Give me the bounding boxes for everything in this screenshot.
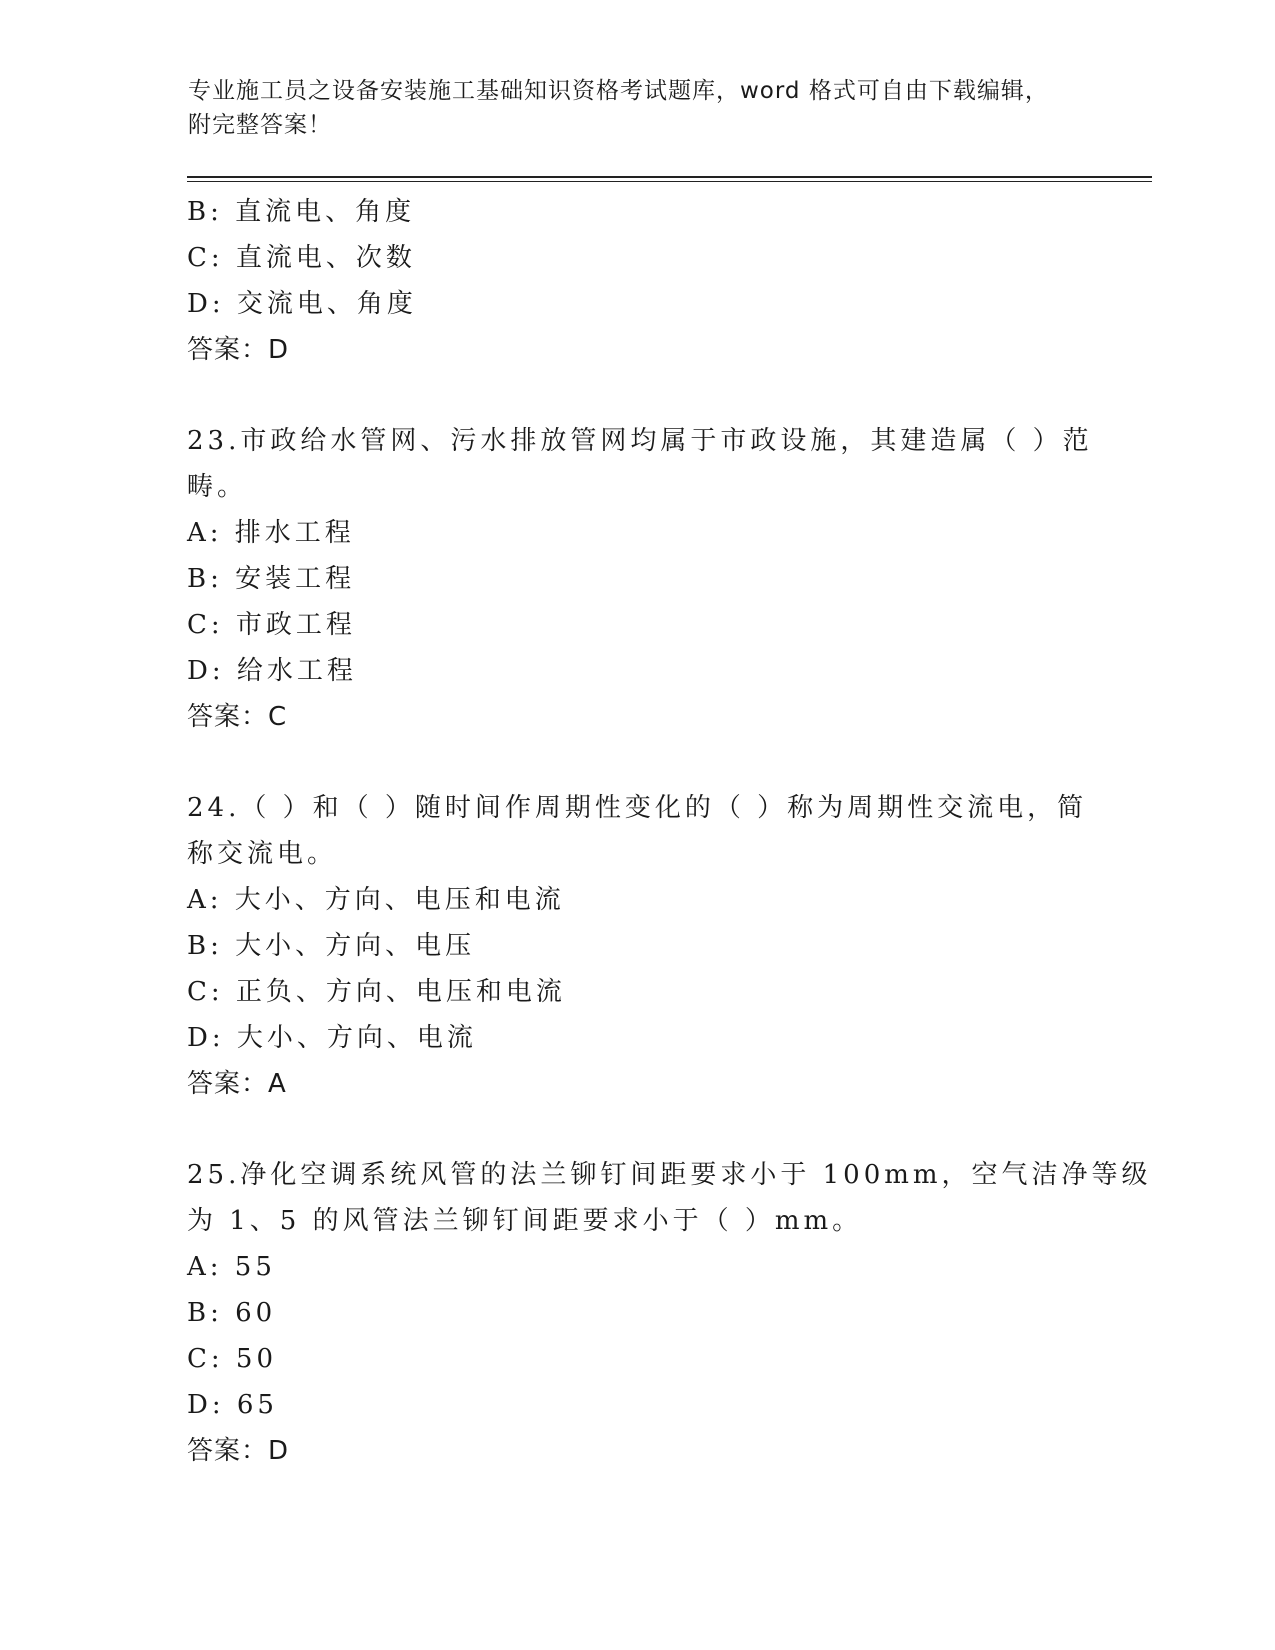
- answer-line: 答案：A: [187, 1069, 287, 1099]
- question-stem-line-2: 畴。: [187, 472, 248, 502]
- question-stem-line-1: 24.（ ）和（ ）随时间作周期性变化的（ ）称为周期性交流电，简: [187, 793, 1088, 823]
- option-c: C: 直流电、次数: [187, 243, 416, 273]
- header-line-1: 专业施工员之设备安装施工基础知识资格考试题库，word 格式可自由下载编辑，: [188, 78, 1049, 104]
- option-b: B: 大小、方向、电压: [187, 931, 476, 961]
- option-a: A: 55: [187, 1252, 276, 1282]
- option-d: D: 交流电、角度: [187, 289, 417, 319]
- option-a: A: 排水工程: [187, 518, 355, 548]
- spacer: [187, 740, 1087, 785]
- spacer: [187, 373, 1087, 418]
- question-stem-line-2: 为 1、5 的风管法兰铆钉间距要求小于（ ）mm。: [187, 1206, 863, 1236]
- question-stem-line-1: 23.市政给水管网、污水排放管网均属于市政设施，其建造属（ ）范: [187, 426, 1093, 456]
- header-divider-thin: [187, 181, 1152, 182]
- question-list: [187, 189, 1152, 1474]
- option-a: A: 大小、方向、电压和电流: [187, 885, 565, 915]
- question-22: [187, 189, 1087, 373]
- option-d: D: 65: [187, 1390, 278, 1420]
- spacer: [187, 1107, 1087, 1152]
- answer-line: 答案：D: [187, 1436, 290, 1466]
- question-23: [187, 418, 1093, 740]
- document-header: [188, 74, 1068, 142]
- option-c: C: 50: [187, 1344, 278, 1374]
- option-d: D: 大小、方向、电流: [187, 1023, 477, 1053]
- option-c: C: 市政工程: [187, 610, 356, 640]
- option-b: B: 安装工程: [187, 564, 356, 594]
- answer-line: 答案：C: [187, 702, 288, 732]
- question-stem-line-1: 25.净化空调系统风管的法兰铆钉间距要求小于 100mm，空气洁净等级: [187, 1160, 1152, 1190]
- option-b: B: 60: [187, 1298, 277, 1328]
- question-stem-line-2: 称交流电。: [187, 839, 338, 869]
- option-d: D: 给水工程: [187, 656, 357, 686]
- option-c: C: 正负、方向、电压和电流: [187, 977, 566, 1007]
- header-line-2: 附完整答案！: [188, 112, 332, 138]
- answer-line: 答案：D: [187, 335, 290, 365]
- question-25: [187, 1152, 1152, 1474]
- header-divider-thick: [187, 176, 1152, 178]
- option-b: B: 直流电、角度: [187, 197, 416, 227]
- question-24: [187, 785, 1087, 1107]
